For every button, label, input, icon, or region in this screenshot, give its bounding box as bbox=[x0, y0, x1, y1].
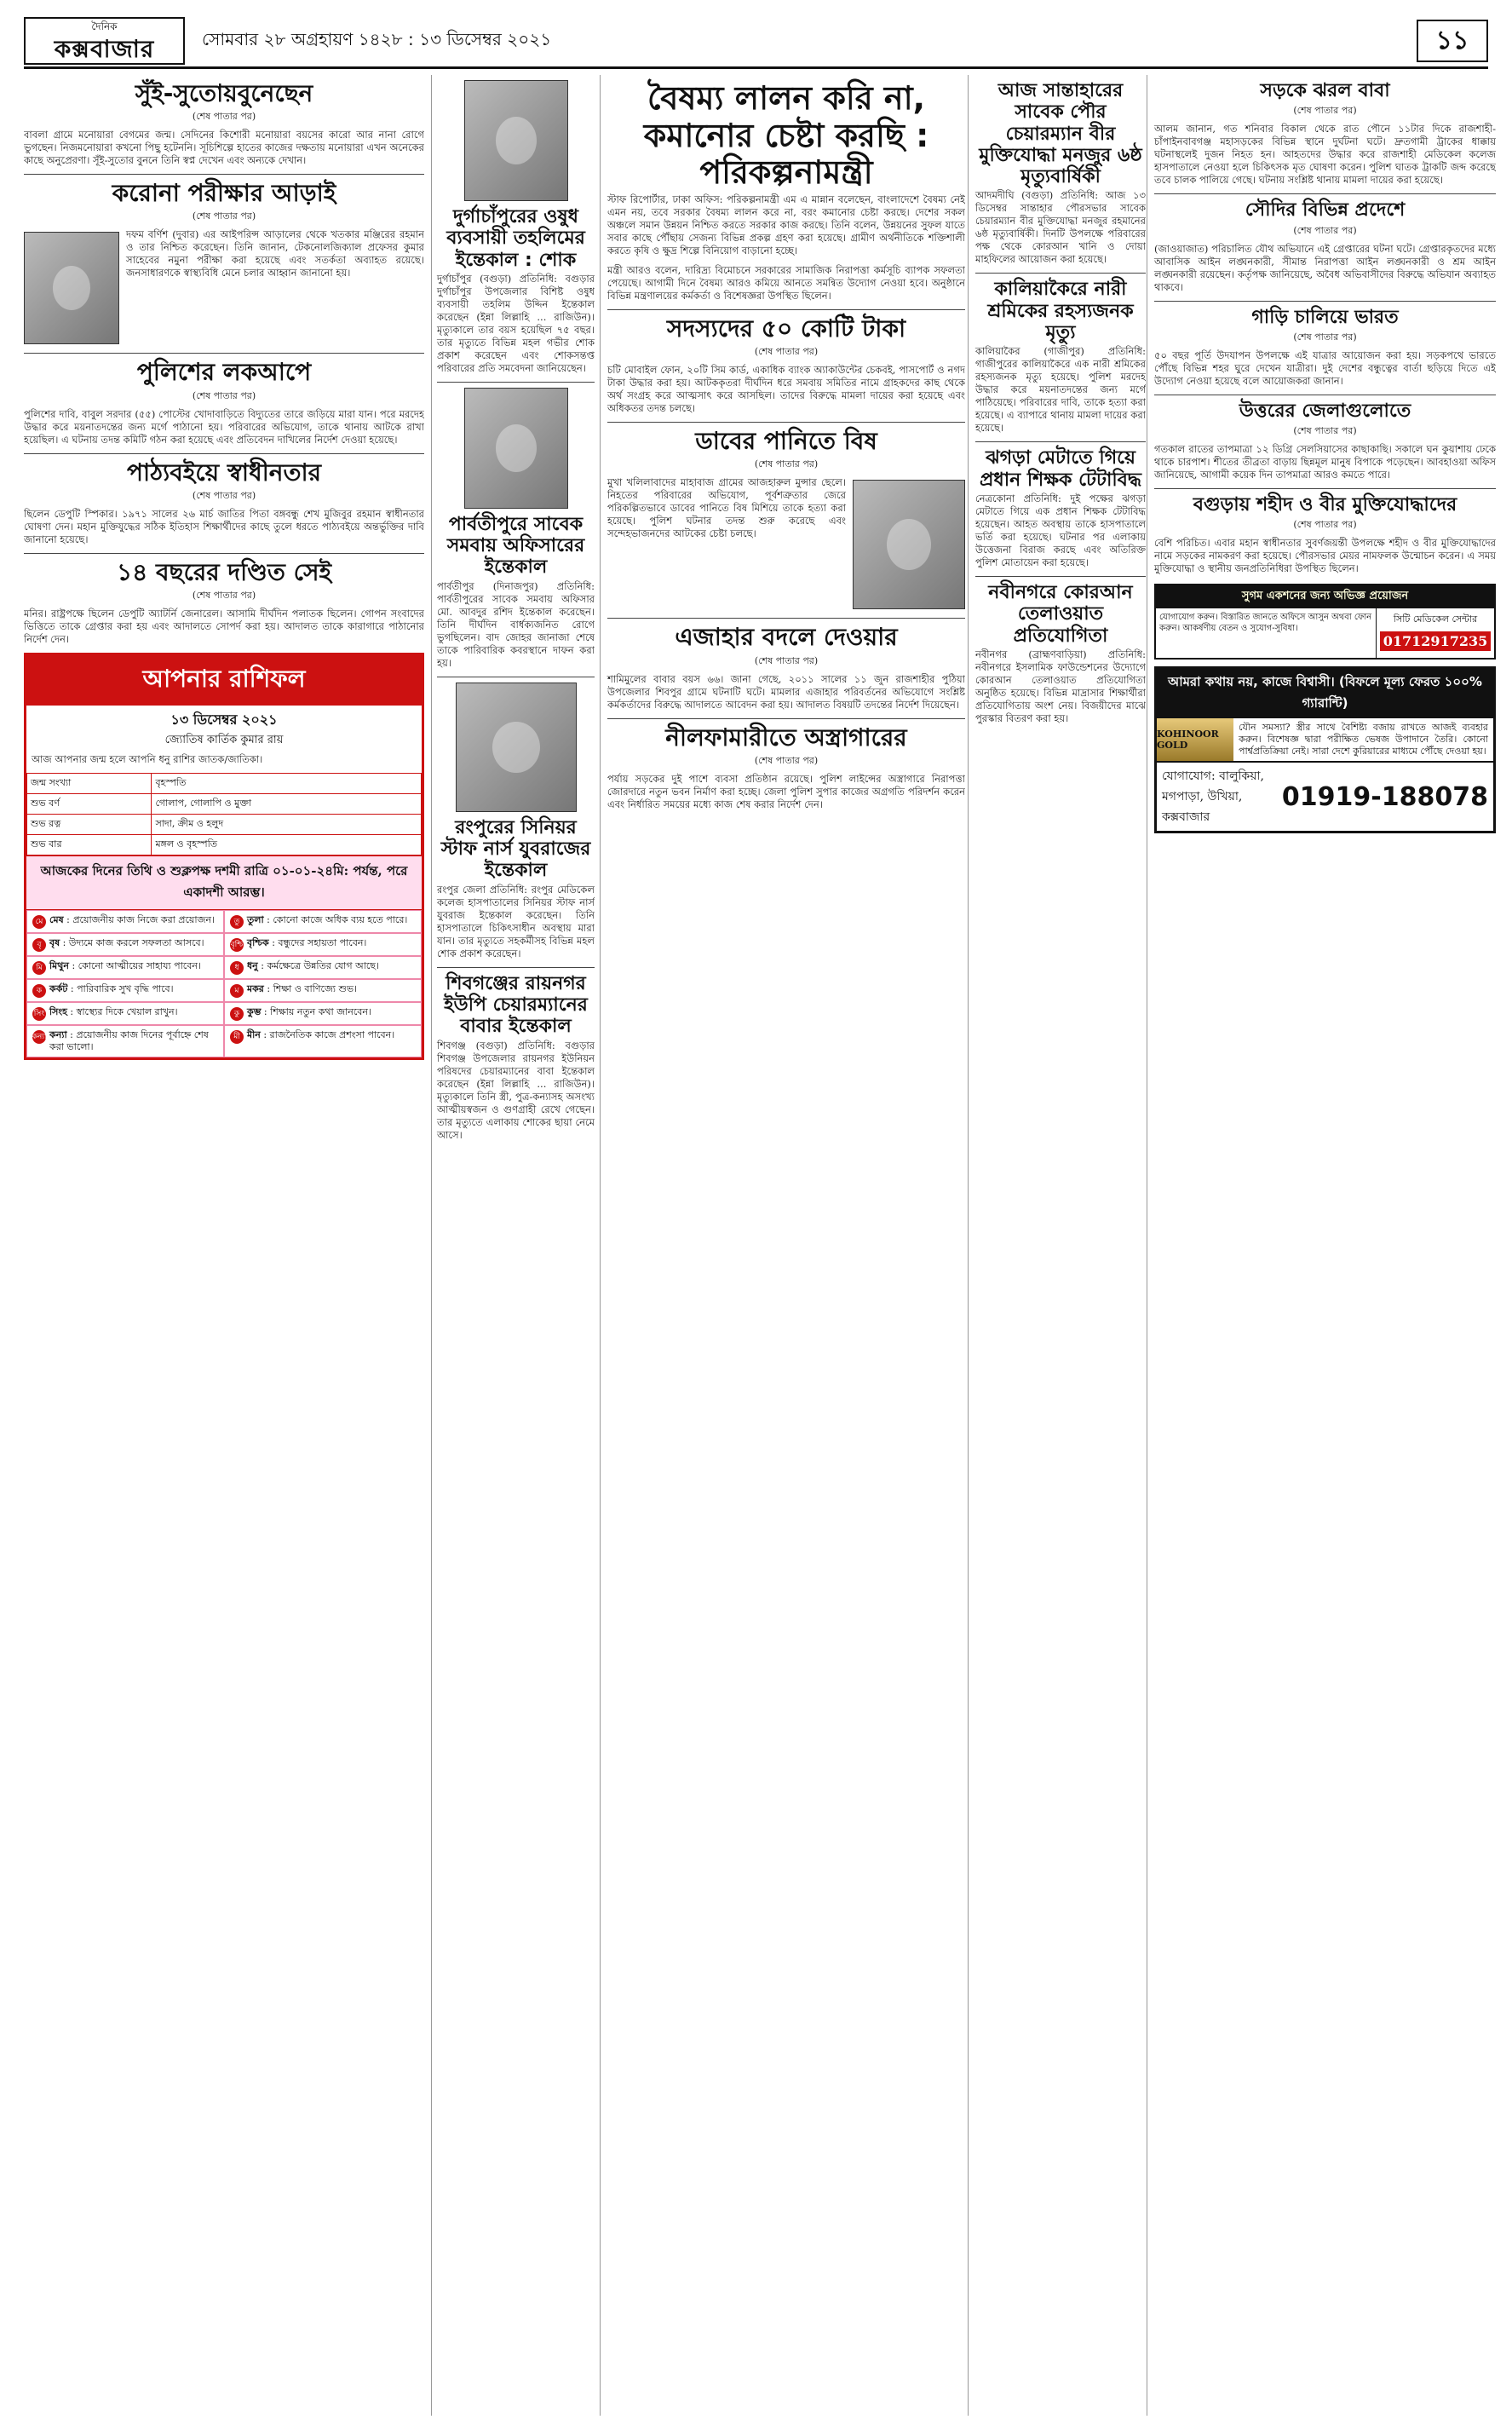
zodiac-sign-item bbox=[224, 1002, 422, 1025]
zodiac-sign-item bbox=[26, 910, 224, 933]
zodiac-name: কন্যা bbox=[49, 1028, 67, 1040]
horoscope-table bbox=[26, 773, 422, 855]
zodiac-icon: ধ bbox=[230, 961, 244, 975]
headline: ১৪ বছরের দণ্ডিত সেই bbox=[116, 557, 332, 586]
horoscope-title: আপনার রাশিফল bbox=[26, 655, 422, 706]
zodiac-prediction: কর্মক্ষেত্রে উন্নতির যোগ আছে। bbox=[267, 959, 379, 971]
continuation-label: (শেষ পাতার পর) bbox=[1293, 331, 1357, 343]
zodiac-sign-item bbox=[224, 910, 422, 933]
divider bbox=[437, 382, 595, 383]
zodiac-sign-item bbox=[26, 1025, 224, 1057]
zodiac-prediction: শিক্ষা ও বাণিজ্যে শুভ। bbox=[273, 982, 358, 994]
divider bbox=[24, 453, 424, 454]
horoscope-box bbox=[24, 653, 424, 1060]
newspaper-page bbox=[24, 15, 1496, 2416]
zodiac-sign-item bbox=[224, 979, 422, 1002]
article-body: বেশি পরিচিত। এবার মহান স্বাধীনতার সুবর্ণজয়ন্তী উপলক্ষে শহীদ ও বীর মুক্তিযোদ্ধাদের নামে সড়কের নামকরণ করা হয়েছে। পৌরসভার মেয়র নামফলক উন্মোচন করেন। এ সময় মুক্তিযোদ্ধা ও স্থানীয় জনপ্রতিনিধিরা উপস্থিত ছিলেন। bbox=[1154, 537, 1496, 575]
ad-phone: 01919-188078 bbox=[1281, 781, 1488, 812]
headline: কালিয়াকৈরে নারী শ্রমিকের রহস্যজনক মৃত্যু bbox=[987, 279, 1134, 344]
horoscope-row-label: শুভ রত্ন bbox=[27, 814, 152, 834]
continuation-label: (শেষ পাতার পর) bbox=[754, 654, 819, 666]
dateline: সোমবার ২৮ অগ্রহায়ণ ১৪২৮ : ১৩ ডিসেম্বর ২০২১ bbox=[202, 28, 552, 49]
article-body: মুখা খলিলাবাদের মাহাবাজ গ্রামের আজহারুল মুন্সার ছেলে। নিহতের পরিবারের অভিযোগ, পূর্বশত্রুতার জেরে পরিকল্পিতভাবে ডাবের পানিতে বিষ মিশিয়ে তাকে হত্যা করা হয়েছে। পুলিশ ঘটনার তদন্ত শুরু করেছে এবং সন্দেহভাজনদের আটকের চেষ্টা চলছে। bbox=[607, 476, 846, 540]
zodiac-icon: সিং bbox=[32, 1007, 46, 1021]
zodiac-icon: মি bbox=[32, 961, 46, 975]
zodiac-name: ধনু bbox=[247, 959, 258, 971]
article-body: বাবলা গ্রামে মনোয়ারা বেগমের জন্ম। সেদিনের কিশোরী মনোয়ারা বয়সের কারো আর নানা রোগে ভুগছেন। নিজমনোয়ারা কখনো পিছু হটেননি। সূচিশিল্পে হাতের কাজের দক্ষতায় মনোয়ারা এখন অনেকের কাছে অনুপ্রেরণা। সূঁই-সুতোর বুননে তিনি স্বপ্ন দেখেন এবং অন্যকে দেখান। bbox=[24, 129, 424, 167]
zodiac-prediction: বন্ধুদের সহায়তা পাবেন। bbox=[278, 936, 367, 948]
divider bbox=[24, 553, 424, 554]
horoscope-row bbox=[27, 793, 422, 814]
zodiac-prediction: কোনো আত্মীয়ের সাহায্য পাবেন। bbox=[78, 959, 201, 971]
zodiac-sign-item bbox=[224, 933, 422, 956]
zodiac-text-wrap: কুম্ভ : শিক্ষায় নতুন কথা জানবেন। bbox=[247, 1005, 371, 1017]
divider bbox=[607, 718, 965, 719]
column-5 bbox=[1147, 75, 1496, 2416]
continuation-label: (শেষ পাতার পর) bbox=[192, 389, 256, 401]
article-body: (জাওয়াজাত) পরিচালিত যৌথ অভিযানে এই গ্রেপ্তারের ঘটনা ঘটে। গ্রেপ্তারকৃতদের মধ্যে আবাসিক আইন লঙ্ঘনকারী, সীমান্ত নিরাপত্তা আইন লঙ্ঘনকারী ও শ্রম আইন লঙ্ঘনকারী রয়েছেন। কর্তৃপক্ষ জানিয়েছে, অবৈধ অভিবাসীদের বিরুদ্ধে অভিযান অব্যাহত থাকবে। bbox=[1154, 242, 1496, 293]
continuation-label: (শেষ পাতার পর) bbox=[754, 458, 819, 470]
zodiac-text-wrap: মীন : রাজনৈতিক কাজে প্রশংসা পাবেন। bbox=[247, 1028, 395, 1040]
ad-address: যোগাযোগ: বালুকিয়া, মগপাড়া, উখিয়া, কক্সবাজার bbox=[1162, 769, 1264, 825]
ad-heading: সুগম একশনের জন্য অভিজ্ঞ প্রয়োজন bbox=[1156, 585, 1494, 608]
column-3 bbox=[600, 75, 965, 2416]
headline: এজাহার বদলে দেওয়ার bbox=[675, 623, 898, 652]
obituary-photo bbox=[456, 683, 577, 812]
product-box-image: KOHINOOR GOLD bbox=[1157, 718, 1233, 761]
ad-text: যৌন সমস্যা? স্ত্রীর সাথে বৈশিষ্ট্য বজায় রাখতে আজই ব্যবহার করুন। বিশেষজ্ঞ দ্বারা পরীক্ষিত ভেষজ উপাদানে তৈরি। কোনো পার্শ্বপ্রতিক্রিয়া নেই। সারা দেশে কুরিয়ারের মাধ্যমে পৌঁছে দেওয়া হয়। bbox=[1239, 722, 1488, 758]
ad-phone: 01712917235 bbox=[1380, 631, 1491, 651]
divider bbox=[975, 576, 1146, 577]
headline: উত্তরের জেলাগুলোতে bbox=[1239, 400, 1411, 422]
headline: ঝগড়া মেটাতে গিয়ে প্রধান শিক্ষক টেটাবিদ্ধ bbox=[979, 447, 1142, 491]
zodiac-icon: বৃশ্চি bbox=[230, 938, 244, 952]
article-body: রংপুর জেলা প্রতিনিধি: রংপুর মেডিকেল কলেজ হাসপাতালের সিনিয়র স্টাফ নার্স যুবরাজ ইন্তেকাল করেছেন। তিনি হাসপাতালে চিকিৎসাধীন অবস্থায় মারা যান। তার মৃত্যুতে সহকর্মীসহ বিভিন্ন মহল শোক প্রকাশ করেছেন। bbox=[437, 883, 595, 959]
headline: নবীনগরে কোরআন তেলাওয়াত প্রতিযোগিতা bbox=[988, 581, 1133, 647]
headline: শিবগঞ্জের রায়নগর ইউপি চেয়ারম্যানের বাবার ইন্তেকাল bbox=[444, 972, 588, 1038]
zodiac-prediction: উদ্যমে কাজ করলে সফলতা আসবে। bbox=[68, 936, 204, 948]
article-body: চটি মোবাইল ফোন, ২০টি সিম কার্ড, একাধিক ব্যাংক অ্যাকাউন্টের চেকবই, পাসপোর্ট ও নগদ টাকা উদ্ধার করা হয়। আটককৃতরা দীর্ঘদিন ধরে সমবায় সমিতির নামে গ্রাহকদের কাছ থেকে অর্থ সংগ্রহ করে আত্মসাৎ করে আসছিল। তাদের বিরুদ্ধে মামলা দায়ের করা হয়েছে এবং অধিকতর তদন্ত চলছে। bbox=[607, 364, 965, 415]
continuation-label: (শেষ পাতার পর) bbox=[192, 589, 256, 601]
zodiac-name: কর্কট bbox=[49, 982, 68, 994]
zodiac-prediction: প্রয়োজনীয় কাজ নিজে করা প্রয়োজন। bbox=[72, 913, 215, 925]
divider bbox=[607, 422, 965, 423]
headline: করোনা পরীক্ষার আড়াই bbox=[112, 179, 336, 208]
article-body: আদমদীঘি (বগুড়া) প্রতিনিধি: আজ ১৩ ডিসেম্বর সান্তাহার পৌরসভার সাবেক চেয়ারম্যান বীর মুক্তিযোদ্ধা মনজুর রহমানের ৬ষ্ঠ মৃত্যুবার্ষিকী। দিনটি উপলক্ষে পরিবারের পক্ষ থেকে কোরআন খানি ও দোয়া মাহফিলের আয়োজন করা হয়েছে। bbox=[975, 189, 1146, 266]
continuation-label: (শেষ পাতার পর) bbox=[754, 346, 819, 358]
horoscope-row-value: গোলাপ, গোলাপি ও মুক্তা bbox=[152, 793, 422, 814]
headline: সড়কে ঝরল বাবা bbox=[1260, 80, 1390, 101]
product-ad bbox=[1154, 666, 1496, 833]
headline: পাঠ্যবইয়ে স্বাধীনতার bbox=[127, 458, 321, 487]
horoscope-intro: আজ আপনার জন্ম হলে আপনি ধনু রাশির জাতক/জাতিকা। bbox=[32, 752, 263, 765]
article-body: দফম বর্ণিশ (দুবার) এর আইপরিন্স আড়ালের থেকে খতকার মঞ্জিরের রহমান ও তার নিশ্চিত করেছেন। তিনি জানান, টেকনোলজিক্যাল প্রফেসর কুমার সাহেবের নমুনা পরীক্ষা করা হয়েছে এবং সতর্কতা অব্যাহত রয়েছে। জনসাধারণকে স্বাস্থ্যবিধি মেনে চলার আহ্বান জানানো হয়। bbox=[126, 228, 424, 279]
horoscope-row-label: শুভ বার bbox=[27, 834, 152, 855]
zodiac-text-wrap: মেষ : প্রয়োজনীয় কাজ নিজে করা প্রয়োজন। bbox=[49, 913, 215, 925]
horoscope-row bbox=[27, 814, 422, 834]
tithi-info: আজকের দিনের তিথি ও শুক্লপক্ষ দশমী রাত্রি ০১-০১-২৪মি: পর্যন্ত, পরে একাদশী আরম্ভ। bbox=[26, 855, 422, 910]
article-body: দুর্গাচাঁপুর (বগুড়া) প্রতিনিধি: বগুড়ার দুর্গাচাঁপুর উপজেলার বিশিষ্ট ওষুধ ব্যবসায়ী তহলিম উদ্দিন ইন্তেকাল করেছেন (ইন্না লিল্লাহি ... রাজিউন)। মৃত্যুকালে তার বয়স হয়েছিল ৭৫ বছর। তার মৃত্যুতে বিভিন্ন মহল গভীর শোক প্রকাশ করেছেন এবং শোকসন্তপ্ত পরিবারের প্রতি সমবেদনা জানিয়েছেন। bbox=[437, 272, 595, 374]
divider bbox=[1154, 301, 1496, 302]
zodiac-sign-item bbox=[26, 979, 224, 1002]
zodiac-name: বৃষ bbox=[49, 936, 60, 948]
zodiac-name: মকর bbox=[247, 982, 264, 994]
zodiac-icon: ম bbox=[230, 984, 244, 998]
headline: সৌদির বিভিন্ন প্রদেশে bbox=[1245, 199, 1406, 222]
zodiac-prediction: শিক্ষায় নতুন কথা জানবেন। bbox=[270, 1005, 371, 1017]
zodiac-name: সিংহ bbox=[49, 1005, 67, 1017]
divider bbox=[607, 618, 965, 619]
zodiac-text-wrap: মকর : শিক্ষা ও বাণিজ্যে শুভ। bbox=[247, 982, 358, 994]
column-1 bbox=[24, 75, 424, 2416]
zodiac-prediction: স্বাস্থ্যের দিকে খেয়াল রাখুন। bbox=[76, 1005, 178, 1017]
divider bbox=[24, 174, 424, 175]
continuation-label: (শেষ পাতার পর) bbox=[192, 210, 256, 222]
zodiac-prediction: পারিবারিক সুখ বৃদ্ধি পাবে। bbox=[77, 982, 174, 994]
zodiac-text-wrap: মিথুন : কোনো আত্মীয়ের সাহায্য পাবেন। bbox=[49, 959, 201, 971]
zodiac-icon: মে bbox=[32, 915, 46, 929]
lead-headline: বৈষম্য লালন করি না, কমানোর চেষ্টা করছি : পরিকল্পনামন্ত্রী bbox=[643, 79, 929, 192]
article-body: স্টাফ রিপোর্টার, ঢাকা অফিস: পরিকল্পনামন্ত্রী এম এ মান্নান বলেছেন, বাংলাদেশে বৈষম্য নেই এমন নয়, তবে সরকার বৈষম্য লালন করে না, বরং কমানোর চেষ্টা করছে। দেশের সকল অঞ্চলে সমান উন্নয়ন নিশ্চিত করতে সরকার কাজ করছে। তিনি বলেন, উন্নয়নের সুফল যাতে সবার কাছে পৌঁছায় সেজন্য বিভিন্ন প্রকল্প গ্রহণ করা হয়েছে। গ্রামীণ অর্থনীতিকে শক্তিশালী করতে কৃষি ও ক্ষুদ্র শিল্পে বিনিয়োগ বাড়ানো হচ্ছে। bbox=[607, 193, 965, 257]
logo-small-text: দৈনিক bbox=[91, 20, 118, 32]
zodiac-name: বৃশ্চিক bbox=[247, 936, 269, 948]
article-body: গতকাল রাতের তাপমাত্রা ১২ ডিগ্রি সেলসিয়াসের কাছাকাছি। সকালে ঘন কুয়াশায় ঢেকে থাকে চারপাশ। শীতের তীব্রতা বাড়ায় ছিন্নমূল মানুষ বিপাকে পড়েছেন। আবহাওয়া অফিস জানিয়েছে, আগামী কয়েক দিন তাপমাত্রা আরও কমতে পারে। bbox=[1154, 443, 1496, 481]
column-2 bbox=[431, 75, 595, 2416]
continuation-label: (শেষ পাতার পর) bbox=[1293, 519, 1357, 531]
zodiac-text-wrap: ধনু : কর্মক্ষেত্রে উন্নতির যোগ আছে। bbox=[247, 959, 379, 971]
article-body: ছিলেন ডেপুটি স্পিকার। ১৯৭১ সালের ২৬ মার্চ জাতির পিতা বঙ্গবন্ধু শেখ মুজিবুর রহমান স্বাধীনতার ঘোষণা দেন। মহান মুক্তিযুদ্ধের সঠিক ইতিহাস শিক্ষার্থীদের কাছে তুলে ধরতে পাঠ্যবইয়ে অন্তর্ভুক্তির দাবি জানানো হয়েছে। bbox=[24, 507, 424, 545]
article-body: মনির। রাষ্ট্রপক্ষে ছিলেন ডেপুটি অ্যাটর্নি জেনারেল। আসামি দীর্ঘদিন পলাতক ছিলেন। গোপন সংবাদের ভিত্তিতে তাকে গ্রেপ্তার করা হয় এবং আদালতে সোপর্দ করা হয়। আদালত তাকে কারাগারে পাঠানোর নির্দেশ দেন। bbox=[24, 607, 424, 645]
zodiac-sign-item bbox=[26, 933, 224, 956]
headline: রংপুরের সিনিয়র স্টাফ নার্স যুবরাজের ইন্তেকাল bbox=[440, 816, 591, 882]
article-body: নেত্রকোনা প্রতিনিধি: দুই পক্ষের ঝগড়া মেটাতে গিয়ে এক প্রধান শিক্ষক টেটাবিদ্ধ হয়েছেন। আহত অবস্থায় তাকে হাসপাতালে ভর্তি করা হয়েছে। ঘটনার পর এলাকায় উত্তেজনা বিরাজ করছে এবং অতিরিক্ত পুলিশ মোতায়েন করা হয়েছে। bbox=[975, 492, 1146, 568]
horoscope-row-value: সাদা, ক্রীম ও হলুদ bbox=[152, 814, 422, 834]
logo-big-text: কক্সবাজার bbox=[54, 35, 155, 63]
zodiac-text-wrap: কর্কট : পারিবারিক সুখ বৃদ্ধি পাবে। bbox=[49, 982, 174, 994]
article-body: পুলিশের দাবি, বাবুল সরদার (৫৫) পোস্টের খোদাবাড়িতে বিদ্যুতের তারে জড়িয়ে মারা যান। পরে মরদেহ উদ্ধার করে ময়নাতদন্তের জন্য মর্গে পাঠানো হয়। পরিবারের অভিযোগ, তাকে থানায় আটকে রাখা হয়েছিল। এ ঘটনায় তদন্ত কমিটি গঠন করা হয়েছে এবং প্রতিবেদন দাখিলের নির্দেশ দেওয়া হয়েছে। bbox=[24, 407, 424, 446]
continuation-label: (শেষ পাতার পর) bbox=[1293, 425, 1357, 437]
ad-text: যোগাযোগ করুন। বিস্তারিত জানতে অফিসে আসুন অথবা ফোন করুন। আকর্ষণীয় বেতন ও সুযোগ-সুবিধা। bbox=[1159, 613, 1372, 634]
horoscope-row bbox=[27, 834, 422, 855]
zodiac-name: মীন bbox=[247, 1028, 261, 1040]
zodiac-sign-item bbox=[26, 956, 224, 979]
article-body: পার্বতীপুর (দিনাজপুর) প্রতিনিধি: পার্বতীপুরের সাবেক সমবায় অফিসার মো. আবদুর রশিদ ইন্তেকাল করেছেন। তিনি দীর্ঘদিন বার্ধক্যজনিত রোগে ভুগছিলেন। বাদ জোহর জানাজা শেষে তাকে পারিবারিক কবরস্থানে দাফন করা হয়। bbox=[437, 579, 595, 669]
continuation-label: (শেষ পাতার পর) bbox=[754, 754, 819, 766]
article-body: ৫০ বছর পূর্তি উদযাপন উপলক্ষে এই যাত্রার আয়োজন করা হয়। সড়কপথে ভারতে পৌঁছে বিভিন্ন শহর ঘুরে দেখেন যাত্রীরা। দুই দেশের বন্ধুত্বের বার্তা ছড়িয়ে দিতে এই উদ্যোগ নেওয়া হয়েছে বলে আয়োজকরা জানান। bbox=[1154, 349, 1496, 387]
zodiac-name: মেষ bbox=[49, 913, 64, 925]
horoscope-date: ১৩ ডিসেম্বর ২০২১ bbox=[170, 711, 278, 728]
zodiac-text-wrap: তুলা : কোনো কাজে অধিক ব্যয় হতে পারে। bbox=[247, 913, 408, 925]
continuation-label: (শেষ পাতার পর) bbox=[1293, 105, 1357, 117]
zodiac-icon: বৃ bbox=[32, 938, 46, 952]
masthead bbox=[24, 15, 1488, 69]
ad-banner: আমরা কথায় নয়, কাজে বিশ্বাসী। (বিফলে মূল্য ফেরত ১০০% গ্যারান্টি) bbox=[1157, 669, 1493, 718]
article-body: শিবগঞ্জ (বগুড়া) প্রতিনিধি: বগুড়ার শিবগঞ্জ উপজেলার রায়নগর ইউনিয়ন পরিষদের চেয়ারম্যানের বাবা ইন্তেকাল করেছেন (ইন্না লিল্লাহি ... রাজিউন)। মৃত্যুকালে তিনি স্ত্রী, পুত্র-কন্যাসহ অসংখ্য আত্মীয়স্বজন ও গুণগ্রাহী রেখে গেছেন। তার মৃত্যুতে এলাকায় শোকের ছায়া নেমে আসে। bbox=[437, 1039, 595, 1141]
zodiac-name: কুম্ভ bbox=[247, 1005, 262, 1017]
headline: ডাবের পানিতে বিষ bbox=[695, 427, 877, 456]
zodiac-sign-item bbox=[224, 1025, 422, 1057]
column-4 bbox=[968, 75, 1146, 2416]
ad-side bbox=[1376, 608, 1494, 658]
divider bbox=[975, 441, 1146, 442]
divider bbox=[24, 353, 424, 354]
article-body: শামিমুলের বাবার বয়স ৬৬। জানা গেছে, ২০১১ সালের ১১ জুন রাজশাহীর পুঠিয়া উপজেলার শিবপুর গ্রামে ঘটনাটি ঘটে। মামলার এজাহার পরিবর্তনের অভিযোগে সংশ্লিষ্ট কর্মকর্তাদের বিরুদ্ধে আদালতে আবেদন করা হয়। আদালত বিষয়টি তদন্তের নির্দেশ দিয়েছেন। bbox=[607, 672, 965, 711]
divider bbox=[607, 309, 965, 310]
article-body: কালিয়াকৈর (গাজীপুর) প্রতিনিধি: গাজীপুরের কালিয়াকৈরে এক নারী শ্রমিকের রহস্যজনক মৃত্যু হয়েছে। পুলিশ মরদেহ উদ্ধার করে ময়নাতদন্তের জন্য মর্গে পাঠিয়েছে। পরিবারের দাবি, তাকে হত্যা করা হয়েছে। এ ব্যাপারে থানায় মামলা দায়ের করা হয়েছে। bbox=[975, 345, 1146, 435]
columns bbox=[24, 75, 1496, 2416]
ad-clinic-name: সিটি মেডিকেল সেন্টার bbox=[1393, 614, 1478, 625]
classified-ad bbox=[1154, 584, 1496, 660]
article-body: পর্যায় সড়কের দুই পাশে ব্যবসা প্রতিষ্ঠান রয়েছে। পুলিশ লাইন্সের অস্ত্রাগারে নিরাপত্তা জোরদারে নতুন ভবন নির্মাণ করা হচ্ছে। জেলা পুলিশ সুপার কাজের অগ্রগতি পরিদর্শন করেন এবং নির্ধারিত সময়ের মধ্যে কাজ শেষ করার নির্দেশ দেন। bbox=[607, 772, 965, 810]
person-photo bbox=[853, 480, 965, 609]
zodiac-signs bbox=[26, 910, 422, 1057]
article-body: নবীনগর (ব্রাহ্মণবাড়িয়া) প্রতিনিধি: নবীনগরে ইসলামিক ফাউন্ডেশনের উদ্যোগে কোরআন তেলাওয়াত প্রতিযোগিতা অনুষ্ঠিত হয়েছে। বিভিন্ন মাদ্রাসার শিক্ষার্থীরা প্রতিযোগিতায় অংশ নেয়। বিজয়ীদের মাঝে পুরস্কার বিতরণ করা হয়। bbox=[975, 648, 1146, 724]
zodiac-prediction: কোনো কাজে অধিক ব্যয় হতে পারে। bbox=[273, 913, 408, 925]
zodiac-text-wrap: বৃষ : উদ্যমে কাজ করলে সফলতা আসবে। bbox=[49, 936, 204, 948]
page-number: ১১ bbox=[1417, 20, 1488, 62]
divider bbox=[1154, 193, 1496, 194]
headline: বগুড়ায় শহীদ ও বীর মুক্তিযোদ্ধাদের bbox=[1193, 494, 1457, 516]
divider bbox=[1154, 488, 1496, 489]
continuation-label: (শেষ পাতার পর) bbox=[192, 489, 256, 501]
zodiac-text-wrap: কন্যা : প্রয়োজনীয় কাজ দিনের পূর্বাহ্নে শেষ করা ভালো। bbox=[49, 1028, 209, 1052]
article-body: মন্ত্রী আরও বলেন, দারিদ্র্য বিমোচনে সরকারের সামাজিক নিরাপত্তা কর্মসূচি ব্যাপক সফলতা পেয়েছে। আগামী দিনে বৈষম্য আরও কমিয়ে আনতে সমন্বিত উদ্যোগ নেওয়া হবে। অনুষ্ঠানে বিভিন্ন মন্ত্রণালয়ের কর্মকর্তা ও বিশেষজ্ঞরা উপস্থিত ছিলেন। bbox=[607, 264, 965, 302]
continuation-label: (শেষ পাতার পর) bbox=[192, 111, 256, 123]
horoscope-row bbox=[27, 773, 422, 793]
newspaper-logo bbox=[24, 17, 185, 65]
headline: দুর্গাচাঁপুরের ওষুধ ব্যবসায়ী তহলিমের ইন্তেকাল : শোক bbox=[446, 206, 585, 271]
horoscope-row-value: মঙ্গল ও বৃহস্পতি bbox=[152, 834, 422, 855]
zodiac-name: মিথুন bbox=[49, 959, 69, 971]
zodiac-prediction: প্রয়োজনীয় কাজ দিনের পূর্বাহ্নে শেষ করা ভালো। bbox=[49, 1028, 209, 1052]
continuation-label: (শেষ পাতার পর) bbox=[1293, 224, 1357, 236]
headline: গাড়ি চালিয়ে ভারত bbox=[1251, 306, 1399, 328]
zodiac-sign-item bbox=[224, 956, 422, 979]
zodiac-text-wrap: বৃশ্চিক : বন্ধুদের সহায়তা পাবেন। bbox=[247, 936, 367, 948]
article-body: আলম জানান, গত শনিবার বিকাল থেকে রাত পৌনে ১১টার দিকে রাজশাহী-চাঁপাইনবাবগঞ্জ মহাসড়কের বিভিন্ন স্থানে দুর্ঘটনা ঘটে। দ্রুতগামী ট্রাকের ধাক্কায় ঘটনাস্থলেই দুজন নিহত হন। আহতদের উদ্ধার করে রাজশাহী মেডিকেল কলেজ হাসপাতালে নেওয়া হলে চিকিৎসক মৃত ঘোষণা করেন। পুলিশ ঘাতক ট্রাকটি জব্দ করেছে তবে চালক পালিয়ে গেছে। ঘটনায় সংশ্লিষ্ট থানায় মামলা দায়ের করা হয়েছে। bbox=[1154, 123, 1496, 187]
zodiac-icon: ক bbox=[32, 984, 46, 998]
divider bbox=[975, 273, 1146, 274]
headline: আজ সান্তাহারের সাবেক পৌর চেয়ারম্যান বীর মুক্তিযোদ্ধা মনজুর ৬ষ্ঠ মৃত্যুবার্ষিকী bbox=[979, 80, 1142, 188]
horoscope-row-label: শুভ বর্ণ bbox=[27, 793, 152, 814]
zodiac-icon: কন্যা bbox=[32, 1030, 46, 1044]
divider bbox=[437, 967, 595, 968]
headline: নীলফামারীতে অস্ত্রাগারের bbox=[665, 723, 907, 752]
zodiac-icon: মী bbox=[230, 1030, 244, 1044]
zodiac-icon: তু bbox=[230, 915, 244, 929]
zodiac-text-wrap: সিংহ : স্বাস্থ্যের দিকে খেয়াল রাখুন। bbox=[49, 1005, 178, 1017]
zodiac-name: তুলা bbox=[247, 913, 264, 925]
headline: পুলিশের লকআপে bbox=[136, 358, 312, 387]
zodiac-sign-item bbox=[26, 1002, 224, 1025]
zodiac-icon: কু bbox=[230, 1007, 244, 1021]
headline: সদস্যদের ৫০ কোটি টাকা bbox=[666, 314, 906, 343]
horoscope-row-value: বৃহস্পতি bbox=[152, 773, 422, 793]
zodiac-prediction: রাজনৈতিক কাজে প্রশংসা পাবেন। bbox=[269, 1028, 395, 1040]
horoscope-byline: জ্যোতিষ কার্তিক কুমার রায় bbox=[164, 733, 284, 746]
obituary-photo bbox=[464, 388, 568, 509]
obituary-photo bbox=[464, 80, 568, 201]
horoscope-row-label: জন্ম সংখ্যা bbox=[27, 773, 152, 793]
person-photo bbox=[24, 232, 119, 344]
headline: পার্বতীপুরে সাবেক সমবায় অফিসারের ইন্তেকাল bbox=[446, 513, 585, 579]
headline: সুঁই-সুতোয়বুনেছেন bbox=[135, 79, 313, 107]
